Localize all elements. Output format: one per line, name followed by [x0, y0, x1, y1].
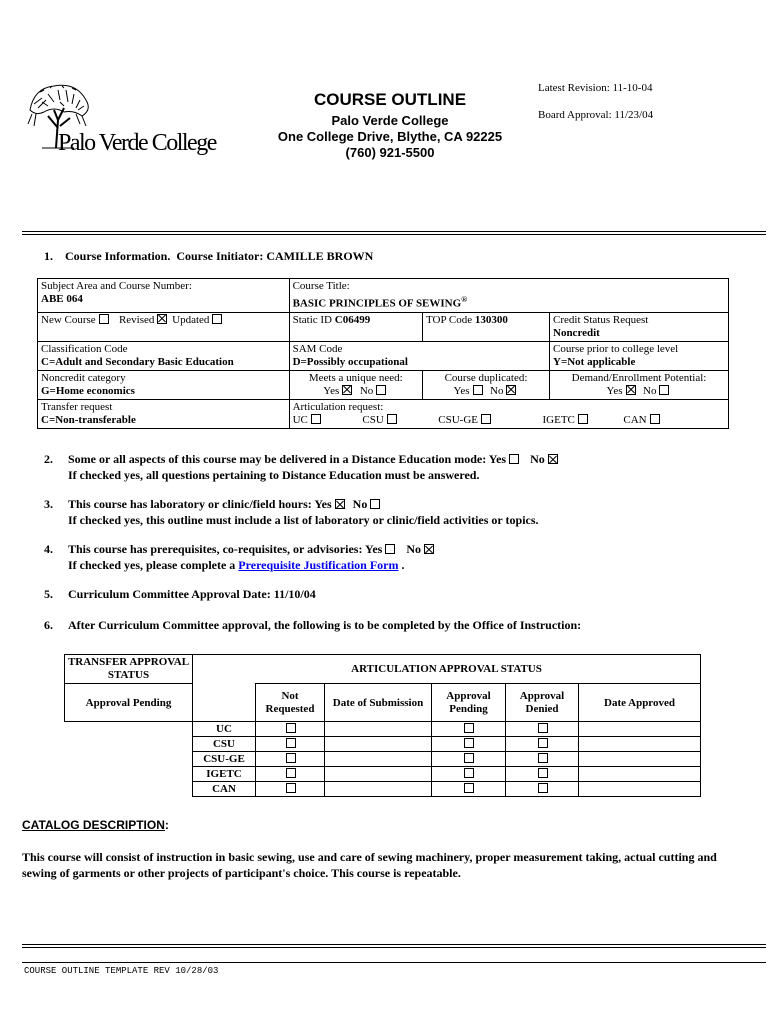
footer-divider-3 [22, 962, 766, 963]
uc-date-submission[interactable] [325, 722, 432, 737]
static-id-label: Static ID [292, 313, 332, 326]
igetc-date-submission[interactable] [325, 767, 432, 782]
igetc-date-approved[interactable] [579, 767, 701, 782]
transfer-request-value: C=Non-transferable [41, 413, 136, 426]
question-6 [44, 617, 581, 633]
footer-divider-2 [22, 947, 766, 948]
articulation-csu-label: CSU [362, 413, 384, 426]
classification-value: C=Adult and Secondary Basic Education [41, 355, 234, 368]
section1-heading: 1. Course Information. Course Initiator: CAMILLE BROWN [44, 249, 374, 263]
credit-status-value: Noncredit [553, 326, 600, 339]
footer-divider [22, 944, 766, 945]
q3-subtext: If checked yes, this outline must include a list of laboratory or clinic/field activities or topics. [68, 513, 539, 527]
demand-label: Demand/Enrollment Potential: [571, 371, 707, 384]
csu-not-requested-checkbox[interactable] [286, 738, 296, 748]
new-course-checkbox[interactable] [99, 314, 109, 324]
q3-yes-checkbox[interactable] [335, 499, 345, 509]
unique-need-yes-checkbox[interactable] [342, 385, 352, 395]
csu-approval-pending-checkbox[interactable] [464, 738, 474, 748]
top-code-value: 130300 [474, 313, 508, 326]
articulation-igetc-checkbox[interactable] [578, 414, 588, 424]
uc-date-approved[interactable] [579, 722, 701, 737]
board-approval: Board Approval: 11/23/04 [538, 109, 654, 121]
articulation-uc-label: UC [292, 413, 308, 426]
college-address: One College Drive, Blythe, CA 92225 [277, 129, 503, 144]
subject-label: Subject Area and Course Number: [41, 280, 192, 292]
articulation-status-table [64, 654, 701, 797]
articulation-can-label: CAN [623, 413, 647, 426]
q3-number: 3. [44, 497, 53, 511]
transfer-request-label: Transfer request [41, 400, 113, 413]
q3-no-checkbox[interactable] [370, 499, 380, 509]
can-approval-denied-checkbox[interactable] [538, 783, 548, 793]
uc-not-requested-checkbox[interactable] [286, 723, 296, 733]
can-not-requested-checkbox[interactable] [286, 783, 296, 793]
q4-text: This course has prerequisites, co-requisites, or advisories: Yes [68, 542, 383, 556]
can-approval-pending-checkbox[interactable] [464, 783, 474, 793]
can-date-approved[interactable] [579, 782, 701, 797]
q2-number: 2. [44, 452, 53, 466]
table-row [65, 722, 701, 737]
q5-number: 5. [44, 587, 53, 601]
transfer-approval-header: TRANSFER APPROVAL STATUS [65, 655, 193, 684]
row-label-csu: CSU [193, 737, 256, 752]
course-title-cell [289, 279, 728, 313]
q6-text: After Curriculum Committee approval, the following is to be completed by the Office of Instruction: [68, 618, 582, 632]
duplicated-no-label: No [490, 384, 504, 397]
subject-value: ABE 064 [41, 293, 83, 305]
articulation-csu-ge-checkbox[interactable] [481, 414, 491, 424]
college-name: Palo Verde College [331, 113, 449, 128]
articulation-csu-ge-label: CSU-GE [438, 413, 478, 426]
revised-label: Revised [118, 313, 155, 326]
q6-number: 6. [44, 618, 53, 632]
noncredit-category-value: G=Home economics [41, 384, 135, 397]
course-title-label: Course Title: [292, 280, 350, 292]
registered-mark: ® [461, 295, 468, 304]
page-title: COURSE OUTLINE [313, 90, 467, 109]
course-info-table [37, 278, 729, 429]
q2-no-checkbox[interactable] [548, 454, 558, 464]
question-3 [44, 496, 539, 528]
csu-ge-date-approved[interactable] [579, 752, 701, 767]
question-2 [44, 451, 560, 483]
row-label-csu-ge: CSU-GE [193, 752, 256, 767]
q2-no-label: No [530, 452, 545, 466]
duplicated-yes-checkbox[interactable] [473, 385, 483, 395]
catalog-description-heading [22, 818, 169, 832]
college-phone: (760) 921-5500 [345, 145, 435, 160]
q4-subtext: If checked yes, please complete a [68, 558, 236, 572]
q4-number: 4. [44, 542, 53, 556]
table-row [65, 737, 701, 752]
unique-need-yes-label: Yes [323, 384, 340, 397]
classification-label: Classification Code [41, 342, 128, 355]
static-id-value: C06499 [334, 313, 371, 326]
col-approval-denied: Approval Denied [506, 684, 579, 722]
csu-ge-approval-denied-checkbox[interactable] [538, 753, 548, 763]
updated-checkbox[interactable] [212, 314, 222, 324]
q4-no-checkbox[interactable] [424, 544, 434, 554]
q3-no-label: No [352, 497, 368, 511]
articulation-approval-header: ARTICULATION APPROVAL STATUS [193, 655, 701, 684]
uc-approval-denied-checkbox[interactable] [538, 723, 548, 733]
catalog-description-text: This course will consist of instruction in basic sewing, use and care of sewing machinery, proper measurement taking, actual cutting and sewing of garments or other projects of participant's choice. This course is repeatable. [22, 850, 717, 880]
col-date-submission: Date of Submission [325, 684, 432, 722]
catalog-heading-colon: : [164, 818, 169, 832]
csu-ge-approval-pending-checkbox[interactable] [464, 753, 474, 763]
csu-date-submission[interactable] [325, 737, 432, 752]
csu-date-approved[interactable] [579, 737, 701, 752]
updated-label: Updated [172, 313, 210, 326]
question-5 [44, 586, 316, 602]
new-course-label: New Course [41, 313, 96, 326]
question-4 [44, 541, 436, 573]
prerequisite-justification-link[interactable]: Prerequisite Justification Form [238, 558, 399, 572]
q4-yes-checkbox[interactable] [385, 544, 395, 554]
uc-approval-pending-checkbox[interactable] [464, 723, 474, 733]
csu-ge-not-requested-checkbox[interactable] [286, 753, 296, 763]
unique-need-label: Meets a unique need: [308, 371, 403, 384]
table-row [65, 752, 701, 767]
template-revision: COURSE OUTLINE TEMPLATE REV 10/28/03 [24, 966, 219, 976]
duplicated-label: Course duplicated: [444, 371, 528, 384]
duplicated-yes-label: Yes [453, 384, 470, 397]
unique-need-no-checkbox[interactable] [376, 385, 386, 395]
row-label-can: CAN [193, 782, 256, 797]
col-approval-pending: Approval Pending [432, 684, 506, 722]
articulation-request-label: Articulation request: [292, 400, 384, 413]
sam-code-label: SAM Code [292, 342, 343, 355]
college-logo [22, 80, 222, 160]
latest-revision: Latest Revision: 11-10-04 [538, 82, 653, 94]
q4-subtext-end: . [401, 558, 405, 572]
articulation-csu-checkbox[interactable] [387, 414, 397, 424]
q2-text: Some or all aspects of this course may be delivered in a Distance Education mode: Yes [68, 452, 507, 466]
credit-status-label: Credit Status Request [553, 313, 649, 326]
csu-approval-denied-checkbox[interactable] [538, 738, 548, 748]
csu-ge-date-submission[interactable] [325, 752, 432, 767]
table-row [65, 767, 701, 782]
igetc-approval-denied-checkbox[interactable] [538, 768, 548, 778]
sam-code-value: D=Possibly occupational [292, 355, 408, 368]
logo-wordmark: Palo Verde College [58, 130, 216, 156]
course-prior-value: Y=Not applicable [553, 355, 636, 368]
header-divider [22, 231, 766, 232]
header-divider-2 [22, 234, 766, 235]
row-label-uc: UC [193, 722, 256, 737]
q5-text: Curriculum Committee Approval Date: 11/10/04 [68, 587, 316, 601]
demand-yes-label: Yes [606, 384, 623, 397]
row-label-igetc: IGETC [193, 767, 256, 782]
duplicated-no-checkbox[interactable] [506, 385, 516, 395]
q4-no-label: No [406, 542, 422, 556]
course-title-value: BASIC PRINCIPLES OF SEWING [292, 297, 462, 310]
table-row [65, 782, 701, 797]
noncredit-category-label: Noncredit category [41, 371, 126, 384]
demand-no-label: No [643, 384, 657, 397]
q3-text: This course has laboratory or clinic/field hours: Yes [68, 497, 332, 511]
unique-need-no-label: No [359, 384, 374, 397]
articulation-uc-checkbox[interactable] [311, 414, 321, 424]
articulation-can-checkbox[interactable] [650, 414, 660, 424]
col-date-approved: Date Approved [579, 684, 701, 722]
approval-pending-label: Approval Pending [65, 684, 193, 722]
can-date-submission[interactable] [325, 782, 432, 797]
q2-yes-checkbox[interactable] [509, 454, 519, 464]
demand-yes-checkbox[interactable] [626, 385, 636, 395]
catalog-heading-text: CATALOG DESCRIPTION [22, 818, 165, 832]
top-code-label: TOP Code [426, 313, 473, 326]
igetc-approval-pending-checkbox[interactable] [464, 768, 474, 778]
col-not-requested: Not Requested [256, 684, 325, 722]
igetc-not-requested-checkbox[interactable] [286, 768, 296, 778]
course-prior-label: Course prior to college level [553, 342, 679, 355]
articulation-igetc-label: IGETC [542, 413, 575, 426]
demand-no-checkbox[interactable] [659, 385, 669, 395]
revised-checkbox[interactable] [157, 314, 167, 324]
q2-subtext: If checked yes, all questions pertaining to Distance Education must be answered. [68, 468, 480, 482]
